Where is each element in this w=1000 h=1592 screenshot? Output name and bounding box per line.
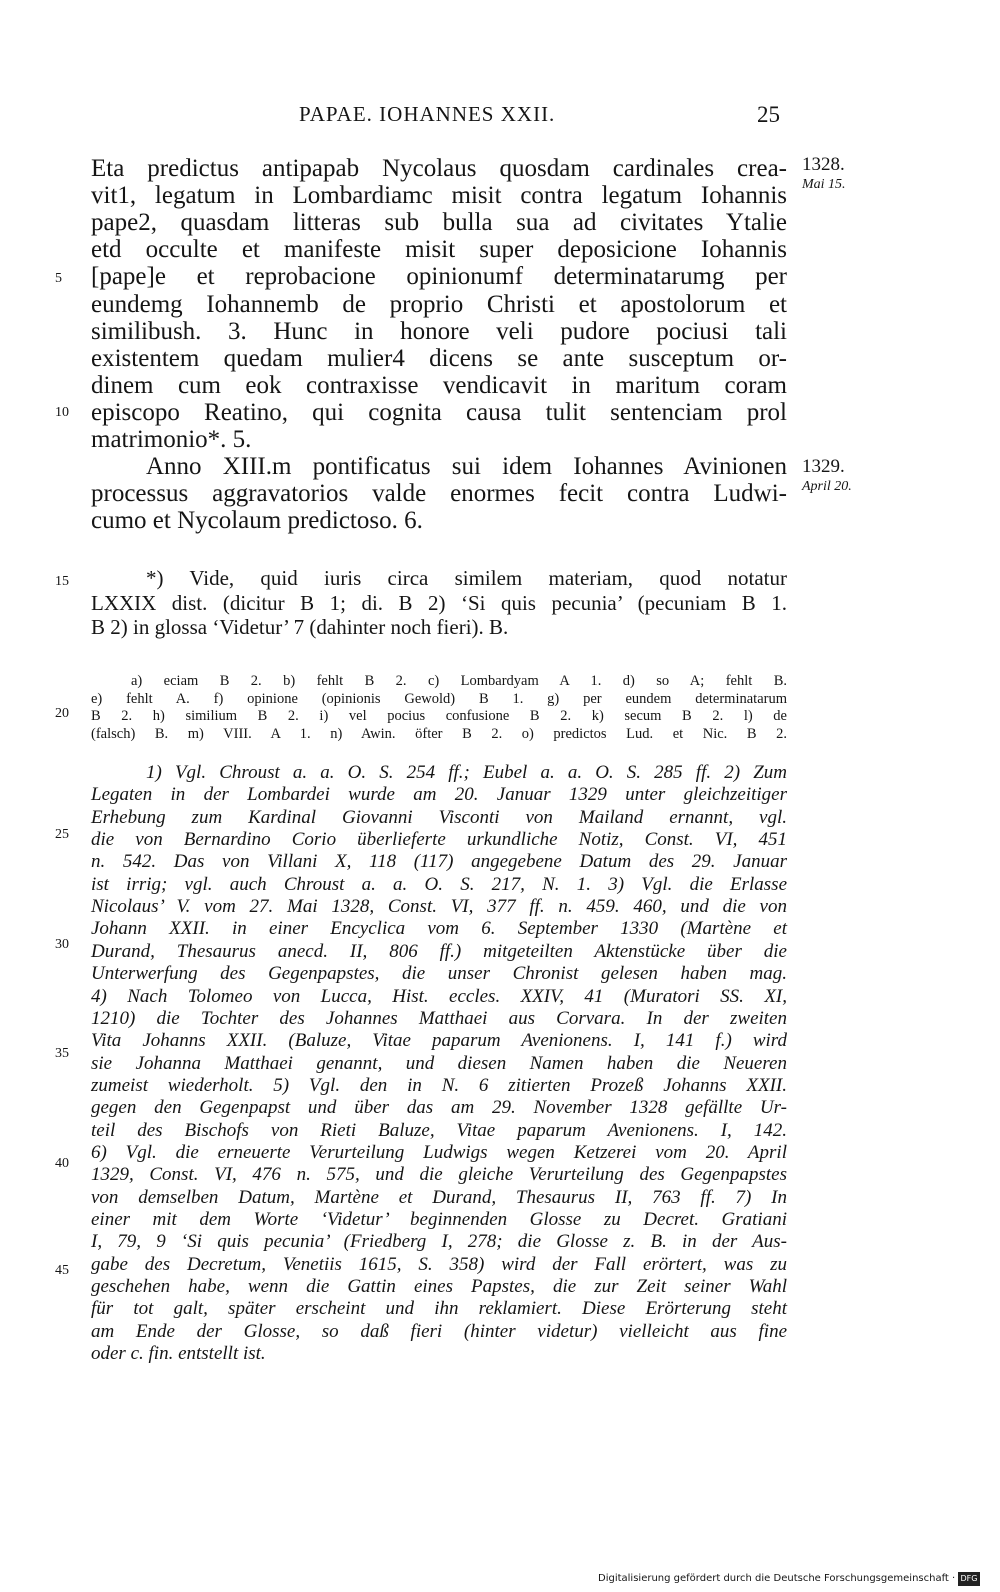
margin-year: 1329. bbox=[802, 456, 845, 477]
commentary-note-line: 4) Nach Tolomeo von Lucca, Hist. eccles. XXIV, 41 (Muratori SS. XI, bbox=[91, 985, 787, 1007]
main-text-line: Eta predictus antipapab Nycolaus quosdam cardinales crea- bbox=[91, 155, 787, 182]
commentary-note-line: einer mit dem Worte ‘Videtur’ beginnenden Glosse zu Decret. Gratiani bbox=[91, 1209, 787, 1230]
commentary-note-line: 6) Vgl. die erneuerte Verurteilung Ludwigs wegen Ketzerei vom 20. April bbox=[91, 1141, 787, 1163]
variant-apparatus-line: a) eciam B 2. b) fehlt B 2. c) Lombardyam A 1. d) so A; fehlt B. bbox=[131, 673, 787, 689]
margin-day: Mai 15. bbox=[802, 177, 846, 192]
commentary-note-line: zumeist wiederholt. 5) Vgl. den in N. 6 zitierten Prozeß Johanns XXII. bbox=[91, 1074, 787, 1096]
commentary-note-line: Erhebung zum Kardinal Giovanni Visconti von Mailand ernannt, vgl. bbox=[91, 806, 787, 828]
main-text-line: cumo et Nycolaum predictoso. 6. bbox=[91, 507, 423, 535]
main-text-line: etd occulte et manifeste misit super deposicione Iohannis bbox=[91, 236, 787, 264]
line-number: 25 bbox=[55, 827, 69, 842]
line-number: 10 bbox=[55, 405, 69, 420]
main-text-line: matrimonio*. 5. bbox=[91, 426, 252, 453]
line-number: 45 bbox=[55, 1263, 69, 1278]
footnote-star-line: *) Vide, quid iuris circa similem materiam, quod notatur bbox=[146, 566, 787, 590]
main-text-line: pape2, quasdam litteras sub bulla sua ad civitates Ytalie bbox=[91, 209, 787, 237]
main-text-line: [pape]e et reprobacione opinionumf determinatarumg per bbox=[91, 263, 787, 291]
commentary-note-line: für tot galt, später erscheint und ihn reklamiert. Diese Erörterung steht bbox=[91, 1298, 787, 1320]
footnote-star-line: LXXIX dist. (dicitur B 1; di. B 2) ‘Si quis pecunia’ (pecuniam B 1. bbox=[91, 590, 787, 615]
commentary-note-line: ist irrig; vgl. auch Chroust a. a. O. S. 217, N. 1. 3) Vgl. die Erlasse bbox=[91, 873, 787, 895]
commentary-note-line: Unterwerfung des Gegenpapstes, die unser Chronist gelesen haben mag. bbox=[91, 963, 787, 985]
main-text-line: Anno XIII.m pontificatus sui idem Iohannes Avinionen bbox=[146, 453, 787, 481]
commentary-note-line: 1) Vgl. Chroust a. a. O. S. 254 ff.; Eubel a. a. O. S. 285 ff. 2) Zum bbox=[146, 762, 787, 783]
line-number: 15 bbox=[55, 574, 69, 589]
running-title: PAPAE. IOHANNES XXII. bbox=[299, 102, 556, 126]
commentary-note-line: teil des Bischofs von Rieti Baluze, Vitae paparum Avenionens. I, 142. bbox=[91, 1119, 787, 1141]
margin-year: 1328. bbox=[802, 154, 845, 175]
commentary-note-line: sie Johanna Matthaei genannt, und diesen Namen haben die Neueren bbox=[91, 1052, 787, 1074]
commentary-note-line: Nicolaus’ V. vom 27. Mai 1328, Const. VI, 377 ff. n. 459. 460, und die von bbox=[91, 896, 787, 918]
commentary-note-line: 1329, Const. VI, 476 n. 575, und die gleiche Verurteilung des Gegenpapstes bbox=[91, 1164, 787, 1186]
commentary-note-line: die von Bernardino Corio überlieferte urkundliche Notiz, Const. VI, 451 bbox=[91, 829, 787, 851]
commentary-note-line: Legaten in der Lombardei wurde am 20. Januar 1329 unter gleichzeitiger bbox=[91, 784, 787, 806]
main-text-line: episcopo Reatino, qui cognita causa tulit sentenciam prol bbox=[91, 398, 787, 426]
commentary-note-line: am Ende der Glosse, so daß fieri (hinter videtur) vielleicht aus fine bbox=[91, 1320, 787, 1342]
line-number: 5 bbox=[55, 271, 62, 286]
line-number: 20 bbox=[55, 706, 69, 721]
main-text-line: vit1, legatum in Lombardiamc misit contra legatum Iohannis bbox=[91, 182, 787, 210]
variant-apparatus-line: B 2. h) similium B 2. i) vel pocius confusione B 2. k) secum B 2. l) de bbox=[91, 708, 787, 724]
margin-day: April 20. bbox=[802, 479, 852, 494]
commentary-note-line: 1210) die Tochter des Johannes Matthaei aus Corvara. In der zweiten bbox=[91, 1007, 787, 1029]
line-number: 35 bbox=[55, 1046, 69, 1061]
variant-apparatus-line: (falsch) B. m) VIII. A 1. n) Awin. öfter B 2. o) predictos Lud. et Nic. B 2. bbox=[91, 725, 787, 742]
commentary-note-line: gabe des Decretum, Venetiis 1615, S. 358) wird der Fall erörtert, was zu bbox=[91, 1253, 787, 1275]
line-number: 40 bbox=[55, 1156, 69, 1171]
line-number: 30 bbox=[55, 937, 69, 952]
commentary-note-line: Durand, Thesaurus anecd. II, 806 ff.) mitgeteilten Aktenstücke über die bbox=[91, 940, 787, 962]
digitization-credit: Digitalisierung gefördert durch die Deutsche Forschungsgemeinschaft · bbox=[598, 1573, 956, 1584]
footnote-star-line: B 2) in glossa ‘Videtur’ 7 (dahinter noch fieri). B. bbox=[91, 615, 509, 639]
main-text-line: existentem quedam mulier4 dicens se ante susceptum or- bbox=[91, 344, 787, 372]
commentary-note-line: gegen den Gegenpapst und über das am 29. November 1328 gefällte Ur- bbox=[91, 1097, 787, 1119]
variant-apparatus-line: e) fehlt A. f) opinione (opinionis Gewold) B 1. g) per eundem determinatarum bbox=[91, 690, 787, 707]
commentary-note-line: Johann XXII. in einer Encyclica vom 6. September 1330 (Martène et bbox=[91, 918, 787, 940]
main-text-line: processus aggravatorios valde enormes fecit contra Ludwi- bbox=[91, 480, 787, 508]
commentary-note-line: n. 542. Das von Villani X, 118 (117) angegebene Datum des 29. Januar bbox=[91, 851, 787, 873]
main-text-line: eundemg Iohannemb de proprio Christi et apostolorum et bbox=[91, 290, 787, 318]
dfg-logo: DFG bbox=[958, 1572, 980, 1586]
page-number: 25 bbox=[757, 102, 780, 127]
commentary-note-line: geschehen habe, wenn die Gattin eines Papstes, die zur Zeit seiner Wahl bbox=[91, 1276, 787, 1298]
commentary-note-line: I, 79, 9 ‘Si quis pecunia’ (Friedberg I, 278; die Glosse z. B. in der Aus- bbox=[91, 1231, 787, 1253]
commentary-note-line: oder c. fin. entstellt ist. bbox=[91, 1343, 266, 1365]
main-text-line: dinem cum eok contraxisse vendicavit in maritum coram bbox=[91, 371, 787, 399]
main-text-line: similibush. 3. Hunc in honore veli pudore pociusi tali bbox=[91, 317, 787, 345]
commentary-note-line: Vita Johanns XXII. (Baluze, Vitae paparum Avenionens. I, 141 f.) wird bbox=[91, 1030, 787, 1052]
commentary-note-line: von demselben Datum, Martène et Durand, Thesaurus II, 763 ff. 7) In bbox=[91, 1186, 787, 1208]
